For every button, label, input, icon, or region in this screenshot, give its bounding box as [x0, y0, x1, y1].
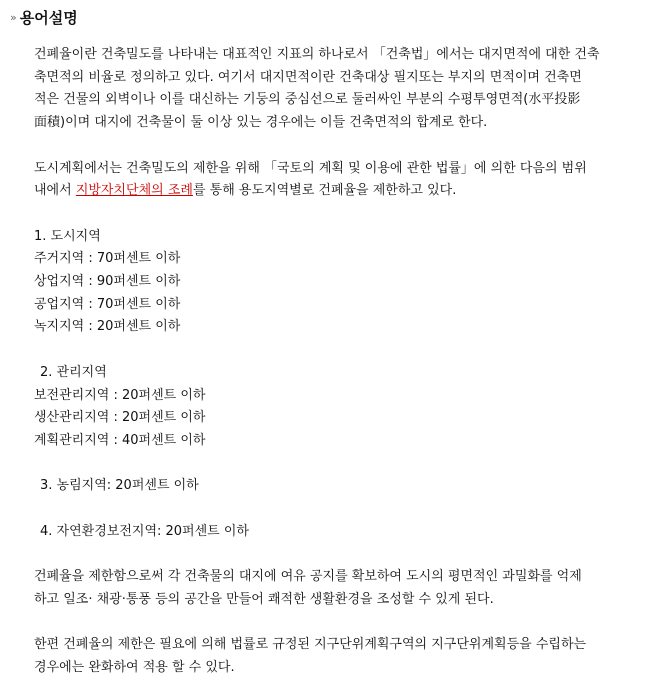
list-item: 계획관리지역 : 40퍼센트 이하 [34, 432, 206, 448]
agricultural-area-heading: 3. 농림지역: 20퍼센트 이하 [40, 478, 199, 494]
relax-line: 경우에는 완화하여 적용 할 수 있다. [34, 659, 235, 675]
double-chevron-icon: » [10, 11, 17, 24]
section-header [10, 8, 78, 28]
intro-line: 面積)이며 대지에 건축물이 둘 이상 있는 경우에는 이들 건축면적의 합계로 한다. [34, 115, 488, 131]
effect-line: 하고 일조· 채광·통풍 등의 공간을 만들어 쾌적한 생활환경을 조성할 수 있게 된다. [34, 591, 494, 607]
management-area-heading: 2. 관리지역 [40, 364, 107, 380]
list-item: 주거지역 : 70퍼센트 이하 [34, 251, 181, 267]
plan-line: 도시계획에서는 건축밀도의 제한을 위해 「국토의 계획 및 이용에 관한 법률」에 의한 다음의 범위 [34, 160, 587, 176]
plan-line-suffix: 를 통해 용도지역별로 건폐율을 제한하고 있다. [192, 183, 457, 199]
plan-line-prefix: 내에서 [34, 183, 76, 199]
nature-area-heading: 4. 자연환경보전지역: 20퍼센트 이하 [40, 523, 249, 539]
intro-line: 축면적의 비율로 정의하고 있다. 여기서 대지면적이란 건축대상 필지또는 부지의 면적이며 건축면 [34, 69, 582, 85]
intro-line: 건폐율이란 건축밀도를 나타내는 대표적인 지표의 하나로서 「건축법」에서는 대지면적에 대한 건축 [34, 47, 600, 62]
plan-line [34, 180, 640, 203]
list-item: 녹지지역 : 20퍼센트 이하 [34, 319, 181, 335]
local-ordinance-link[interactable]: 지방자치단체의 조례 [75, 183, 193, 199]
list-item: 보전관리지역 : 20퍼센트 이하 [34, 387, 206, 403]
relax-line: 한편 건폐율의 제한은 필요에 의해 법률로 규정된 지구단위계획구역의 지구단위계획등을 수립하는 [34, 637, 587, 653]
list-item: 생산관리지역 : 20퍼센트 이하 [34, 410, 206, 426]
page-title: 용어설명 [19, 9, 78, 27]
urban-area-heading: 1. 도시지역 [34, 228, 101, 244]
definition-body [34, 44, 640, 680]
list-item: 상업지역 : 90퍼센트 이하 [34, 274, 181, 289]
effect-line: 건폐율을 제한함으로써 각 건축물의 대지에 여유 공지를 확보하여 도시의 평면적인 과밀화를 억제 [34, 569, 582, 585]
list-item: 공업지역 : 70퍼센트 이하 [34, 296, 181, 312]
intro-line: 적은 건물의 외벽이나 이를 대신하는 기둥의 중심선으로 둘러싸인 부분의 수평투영면적(水平投影 [34, 92, 581, 108]
